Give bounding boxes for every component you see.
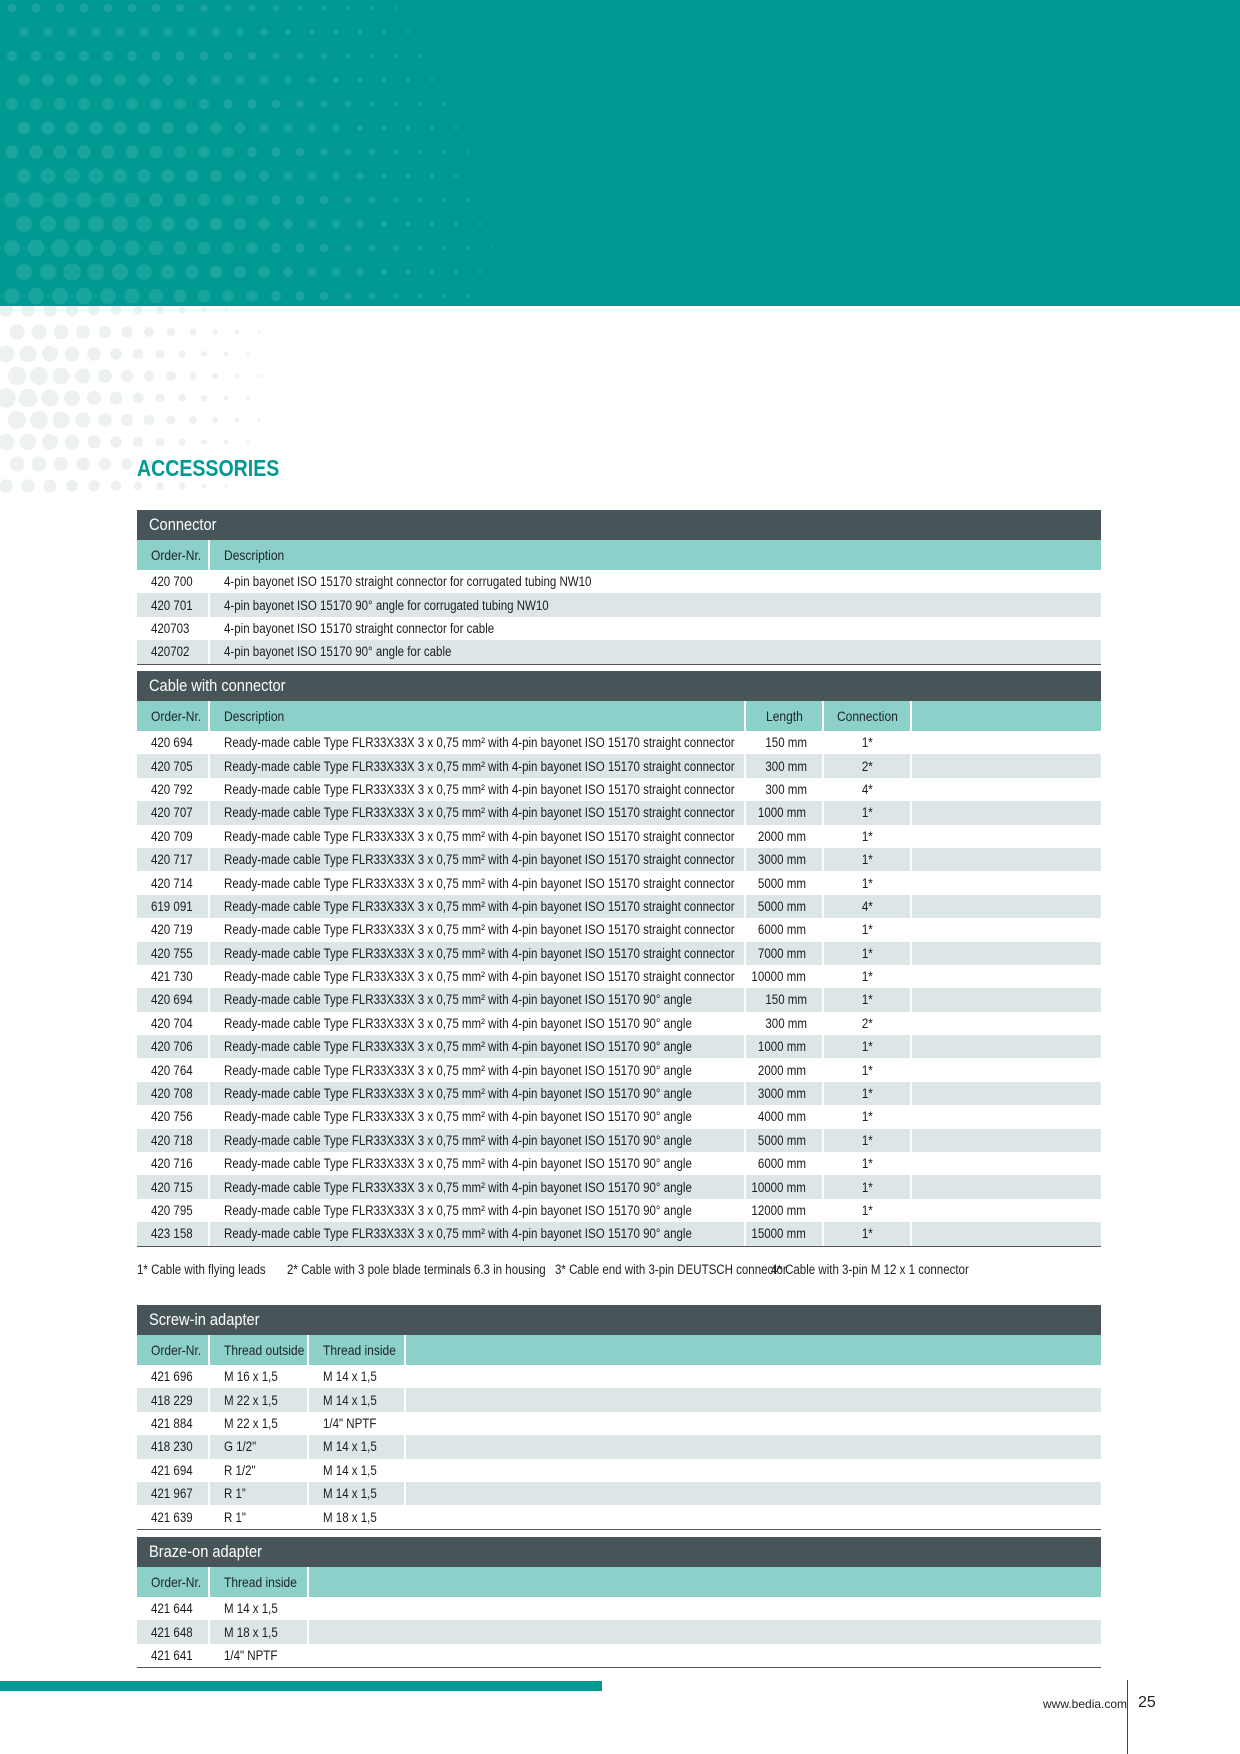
table-cell: M 14 x 1,5 — [308, 1388, 405, 1411]
table-cell: 7000 mm — [745, 942, 823, 965]
table-row — [137, 1505, 1101, 1528]
table-cell: 420 701 — [137, 593, 209, 616]
section-heading: Connector — [137, 510, 1101, 540]
table-cell: 4-pin bayonet ISO 15170 90° angle for cable — [209, 640, 1101, 663]
table-row — [137, 1459, 1101, 1482]
page-title: ACCESSORIES — [137, 455, 280, 481]
table-cell-empty — [911, 895, 1101, 918]
table-cell: 1* — [823, 1058, 911, 1081]
table-cell: Ready-made cable Type FLR33X33X 3 x 0,75 mm² with 4-pin bayonet ISO 15170 90° angle — [209, 1152, 745, 1175]
table-cell: 150 mm — [745, 988, 823, 1011]
table-cell: 420703 — [137, 617, 209, 640]
table-cell: 6000 mm — [745, 1152, 823, 1175]
table-cell-empty — [911, 1035, 1101, 1058]
table-cell: 420 717 — [137, 848, 209, 871]
table-cell: Ready-made cable Type FLR33X33X 3 x 0,75 mm² with 4-pin bayonet ISO 15170 straight connector — [209, 778, 745, 801]
table-cell: 420702 — [137, 640, 209, 663]
footnotes — [137, 1262, 1101, 1282]
table-row — [137, 1412, 1101, 1435]
table-cell-empty — [405, 1505, 1101, 1528]
table-cell-empty — [911, 1175, 1101, 1198]
table-cell-empty — [911, 1129, 1101, 1152]
column-header-order: Order-Nr. — [137, 540, 209, 570]
table-cell: Ready-made cable Type FLR33X33X 3 x 0,75 mm² with 4-pin bayonet ISO 15170 90° angle — [209, 1058, 745, 1081]
table-cell-empty — [911, 1222, 1101, 1245]
table-cell: 420 704 — [137, 1012, 209, 1035]
table-cell: 4* — [823, 778, 911, 801]
footer-divider — [1127, 1680, 1128, 1754]
table-cell: 6000 mm — [745, 918, 823, 941]
table-cell: Ready-made cable Type FLR33X33X 3 x 0,75 mm² with 4-pin bayonet ISO 15170 straight connector — [209, 918, 745, 941]
table-cell: 1* — [823, 848, 911, 871]
table-cell: 1* — [823, 1199, 911, 1222]
table-cell: M 22 x 1,5 — [209, 1412, 308, 1435]
table-cell-empty — [911, 1199, 1101, 1222]
table-row — [137, 1035, 1101, 1058]
table-cell: 1* — [823, 988, 911, 1011]
cable-table — [137, 701, 1101, 1246]
table-cell-empty — [308, 1644, 1101, 1667]
screw-in-adapter-section — [137, 1305, 1101, 1530]
table-cell: 420 706 — [137, 1035, 209, 1058]
table-row — [137, 617, 1101, 640]
page-number: 25 — [1138, 1694, 1156, 1711]
table-cell: 1* — [823, 1082, 911, 1105]
table-row — [137, 1435, 1101, 1458]
table-cell: 421 967 — [137, 1482, 209, 1505]
table-cell: 1* — [823, 1152, 911, 1175]
table-cell: 418 229 — [137, 1388, 209, 1411]
table-cell: 10000 mm — [745, 965, 823, 988]
table-cell: 420 708 — [137, 1082, 209, 1105]
table-row — [137, 988, 1101, 1011]
braze-on-adapter-table — [137, 1567, 1101, 1667]
table-cell: 4-pin bayonet ISO 15170 straight connector for cable — [224, 620, 495, 636]
column-header-connection: Connection — [823, 701, 911, 731]
header-banner — [0, 0, 1240, 306]
table-cell: 1* — [823, 965, 911, 988]
table-cell: Ready-made cable Type FLR33X33X 3 x 0,75 mm² with 4-pin bayonet ISO 15170 90° angle — [209, 1199, 745, 1222]
table-cell: 420 764 — [137, 1058, 209, 1081]
table-row — [137, 825, 1101, 848]
table-row — [137, 1175, 1101, 1198]
table-cell: 3000 mm — [745, 1082, 823, 1105]
table-cell-empty — [911, 731, 1101, 754]
table-cell: 421 694 — [137, 1459, 209, 1482]
table-row — [137, 965, 1101, 988]
table-cell: Ready-made cable Type FLR33X33X 3 x 0,75 mm² with 4-pin bayonet ISO 15170 straight connector — [209, 825, 745, 848]
table-row — [137, 942, 1101, 965]
table-cell: 421 639 — [137, 1505, 209, 1528]
table-cell: Ready-made cable Type FLR33X33X 3 x 0,75 mm² with 4-pin bayonet ISO 15170 straight connector — [209, 801, 745, 824]
table-row — [137, 778, 1101, 801]
table-cell: M 14 x 1,5 — [308, 1435, 405, 1458]
table-row — [137, 1058, 1101, 1081]
table-cell: Ready-made cable Type FLR33X33X 3 x 0,75 mm² with 4-pin bayonet ISO 15170 straight connector — [209, 731, 745, 754]
table-cell: 420 755 — [137, 942, 209, 965]
table-cell: 420 707 — [137, 801, 209, 824]
table-cell: M 14 x 1,5 — [308, 1482, 405, 1505]
table-cell: Ready-made cable Type FLR33X33X 3 x 0,75 mm² with 4-pin bayonet ISO 15170 straight connector — [209, 895, 745, 918]
table-row — [137, 1082, 1101, 1105]
table-cell: 421 730 — [137, 965, 209, 988]
table-cell: 2000 mm — [745, 1058, 823, 1081]
table-cell: M 16 x 1,5 — [209, 1365, 308, 1388]
table-cell: 1* — [823, 825, 911, 848]
table-cell-empty — [911, 871, 1101, 894]
table-row — [137, 871, 1101, 894]
table-cell: Ready-made cable Type FLR33X33X 3 x 0,75 mm² with 4-pin bayonet ISO 15170 90° angle — [209, 1012, 745, 1035]
table-row — [137, 848, 1101, 871]
table-cell: Ready-made cable Type FLR33X33X 3 x 0,75 mm² with 4-pin bayonet ISO 15170 90° angle — [209, 1105, 745, 1128]
table-cell: Ready-made cable Type FLR33X33X 3 x 0,75 mm² with 4-pin bayonet ISO 15170 90° angle — [209, 1082, 745, 1105]
table-cell: M 14 x 1,5 — [308, 1365, 405, 1388]
table-cell: 420 709 — [137, 825, 209, 848]
column-header-order: Order-Nr. — [137, 1335, 209, 1365]
table-row — [137, 1482, 1101, 1505]
table-cell-empty — [405, 1412, 1101, 1435]
table-cell: 4* — [823, 895, 911, 918]
table-cell: Ready-made cable Type FLR33X33X 3 x 0,75 mm² with 4-pin bayonet ISO 15170 straight connector — [209, 848, 745, 871]
table-cell: 4-pin bayonet ISO 15170 straight connector for corrugated tubing NW10 — [224, 574, 592, 590]
table-row — [137, 1644, 1101, 1667]
table-cell: Ready-made cable Type FLR33X33X 3 x 0,75 mm² with 4-pin bayonet ISO 15170 straight connector — [209, 754, 745, 777]
table-cell: 2000 mm — [745, 825, 823, 848]
table-cell: 4000 mm — [745, 1105, 823, 1128]
table-row — [137, 754, 1101, 777]
table-cell: 420 756 — [137, 1105, 209, 1128]
table-cell: 420 714 — [137, 871, 209, 894]
table-cell: 5000 mm — [745, 871, 823, 894]
table-row — [137, 1152, 1101, 1175]
table-cell-empty — [405, 1482, 1101, 1505]
table-cell: 15000 mm — [745, 1222, 823, 1245]
table-cell-empty — [911, 825, 1101, 848]
table-row — [137, 1199, 1101, 1222]
table-row — [137, 731, 1101, 754]
table-cell: 300 mm — [745, 1012, 823, 1035]
table-row — [137, 801, 1101, 824]
table-cell: Ready-made cable Type FLR33X33X 3 x 0,75 mm² with 4-pin bayonet ISO 15170 90° angle — [209, 1175, 745, 1198]
braze-on-adapter-section — [137, 1537, 1101, 1668]
table-row — [137, 593, 1101, 616]
table-cell: Ready-made cable Type FLR33X33X 3 x 0,75 mm² with 4-pin bayonet ISO 15170 90° angle — [209, 1129, 745, 1152]
table-row — [137, 640, 1101, 663]
cable-section — [137, 671, 1101, 1247]
table-cell: 1/4" NPTF — [308, 1412, 405, 1435]
connector-section — [137, 510, 1101, 665]
table-cell: 421 644 — [137, 1597, 209, 1620]
table-cell-empty — [911, 942, 1101, 965]
table-cell: 420 694 — [137, 988, 209, 1011]
table-cell: 1* — [823, 1105, 911, 1128]
table-cell: 10000 mm — [745, 1175, 823, 1198]
table-cell: Ready-made cable Type FLR33X33X 3 x 0,75 mm² with 4-pin bayonet ISO 15170 90° angle — [209, 1222, 745, 1245]
table-cell: M 14 x 1,5 — [209, 1597, 308, 1620]
table-cell-empty — [911, 965, 1101, 988]
table-cell: 1000 mm — [745, 801, 823, 824]
table-cell: M 18 x 1,5 — [209, 1620, 308, 1643]
table-cell-empty — [911, 778, 1101, 801]
table-cell: 418 230 — [137, 1435, 209, 1458]
table-cell-empty — [911, 1082, 1101, 1105]
table-cell-empty — [911, 1152, 1101, 1175]
table-row — [137, 895, 1101, 918]
footer-accent-bar — [0, 1681, 602, 1691]
footnote-4: 4* Cable with 3-pin M 12 x 1 connector — [771, 1262, 969, 1277]
column-header-thread-inside: Thread inside — [209, 1567, 308, 1597]
table-cell: M 22 x 1,5 — [209, 1388, 308, 1411]
table-cell: 420 705 — [137, 754, 209, 777]
table-cell: 1* — [823, 1129, 911, 1152]
table-cell: 2* — [823, 754, 911, 777]
table-cell: 421 696 — [137, 1365, 209, 1388]
column-header-description: Description — [209, 701, 745, 731]
table-cell-empty — [405, 1459, 1101, 1482]
table-cell: 1* — [823, 942, 911, 965]
table-cell: Ready-made cable Type FLR33X33X 3 x 0,75 mm² with 4-pin bayonet ISO 15170 straight connector — [209, 871, 745, 894]
table-cell-empty — [405, 1435, 1101, 1458]
table-cell: 3000 mm — [745, 848, 823, 871]
website-link[interactable]: www.bedia.com — [1043, 1697, 1128, 1711]
table-cell: 1* — [823, 871, 911, 894]
table-cell: M 18 x 1,5 — [308, 1505, 405, 1528]
table-cell: 420 795 — [137, 1199, 209, 1222]
section-heading: Cable with connector — [137, 671, 1101, 701]
table-cell-empty — [911, 848, 1101, 871]
footnote-1: 1* Cable with flying leads — [137, 1262, 266, 1277]
connector-table — [137, 540, 1101, 664]
column-header-thread-outside: Thread outside — [209, 1335, 308, 1365]
table-cell: 1* — [823, 1175, 911, 1198]
table-cell: 1* — [823, 731, 911, 754]
table-cell-empty — [911, 1105, 1101, 1128]
table-cell-empty — [308, 1597, 1101, 1620]
column-header-order: Order-Nr. — [137, 1567, 209, 1597]
table-cell-empty — [405, 1388, 1101, 1411]
column-header-empty — [911, 701, 1101, 731]
table-cell: 421 884 — [137, 1412, 209, 1435]
table-cell: 1* — [823, 1222, 911, 1245]
section-heading: Braze-on adapter — [137, 1537, 1101, 1567]
table-cell: 420 718 — [137, 1129, 209, 1152]
table-cell: 420 715 — [137, 1175, 209, 1198]
column-header-description: Description — [209, 540, 1101, 570]
table-cell: 300 mm — [745, 778, 823, 801]
table-cell-empty — [911, 801, 1101, 824]
table-cell-empty — [308, 1620, 1101, 1643]
column-header-thread-inside: Thread inside — [308, 1335, 405, 1365]
table-row — [137, 1129, 1101, 1152]
column-header-order: Order-Nr. — [137, 701, 209, 731]
table-cell: 2* — [823, 1012, 911, 1035]
table-cell-empty — [911, 754, 1101, 777]
table-cell: 300 mm — [745, 754, 823, 777]
table-cell: Ready-made cable Type FLR33X33X 3 x 0,75 mm² with 4-pin bayonet ISO 15170 90° angle — [209, 988, 745, 1011]
table-cell: 423 158 — [137, 1222, 209, 1245]
table-cell: 1* — [823, 801, 911, 824]
table-cell: 421 641 — [137, 1644, 209, 1667]
table-cell-empty — [405, 1365, 1101, 1388]
table-row — [137, 1222, 1101, 1245]
section-heading: Screw-in adapter — [137, 1305, 1101, 1335]
table-row — [137, 1388, 1101, 1411]
table-cell: Ready-made cable Type FLR33X33X 3 x 0,75 mm² with 4-pin bayonet ISO 15170 straight connector — [209, 942, 745, 965]
table-cell: 1* — [823, 1035, 911, 1058]
table-cell: 420 719 — [137, 918, 209, 941]
table-cell-empty — [911, 1058, 1101, 1081]
table-cell: 420 700 — [137, 570, 209, 593]
table-row — [137, 918, 1101, 941]
table-cell: 4-pin bayonet ISO 15170 90° angle for corrugated tubing NW10 — [209, 593, 1101, 616]
table-cell-empty — [911, 918, 1101, 941]
column-header-empty — [308, 1567, 1101, 1597]
table-cell: M 14 x 1,5 — [308, 1459, 405, 1482]
dot-pattern-decoration — [0, 0, 1240, 306]
table-cell-empty — [911, 1012, 1101, 1035]
table-cell: 150 mm — [745, 731, 823, 754]
table-cell: 1* — [823, 918, 911, 941]
table-cell: 420 694 — [137, 731, 209, 754]
table-row — [137, 1012, 1101, 1035]
table-cell: 5000 mm — [745, 1129, 823, 1152]
footnote-3: 3* Cable end with 3-pin DEUTSCH connector — [555, 1262, 787, 1277]
table-cell: 1/4" NPTF — [209, 1644, 308, 1667]
column-header-length: Length — [745, 701, 823, 731]
table-cell: R 1/2" — [209, 1459, 308, 1482]
table-cell: G 1/2" — [209, 1435, 308, 1458]
table-cell: R 1" — [209, 1505, 308, 1528]
column-header-empty — [405, 1335, 1101, 1365]
table-cell: Ready-made cable Type FLR33X33X 3 x 0,75 mm² with 4-pin bayonet ISO 15170 straight connector — [209, 965, 745, 988]
table-cell: 12000 mm — [745, 1199, 823, 1222]
table-cell: 421 648 — [137, 1620, 209, 1643]
screw-in-adapter-table — [137, 1335, 1101, 1529]
table-row — [137, 1105, 1101, 1128]
table-row — [137, 1620, 1101, 1643]
table-row — [137, 1365, 1101, 1388]
table-cell: 619 091 — [137, 895, 209, 918]
table-cell: 1000 mm — [745, 1035, 823, 1058]
table-cell: Ready-made cable Type FLR33X33X 3 x 0,75 mm² with 4-pin bayonet ISO 15170 90° angle — [209, 1035, 745, 1058]
table-cell: 420 716 — [137, 1152, 209, 1175]
table-cell: 5000 mm — [745, 895, 823, 918]
table-cell: 420 792 — [137, 778, 209, 801]
table-cell: R 1” — [209, 1482, 308, 1505]
footnote-2: 2* Cable with 3 pole blade terminals 6.3 in housing — [287, 1262, 546, 1277]
table-cell-empty — [911, 988, 1101, 1011]
table-row — [137, 570, 1101, 593]
table-row — [137, 1597, 1101, 1620]
